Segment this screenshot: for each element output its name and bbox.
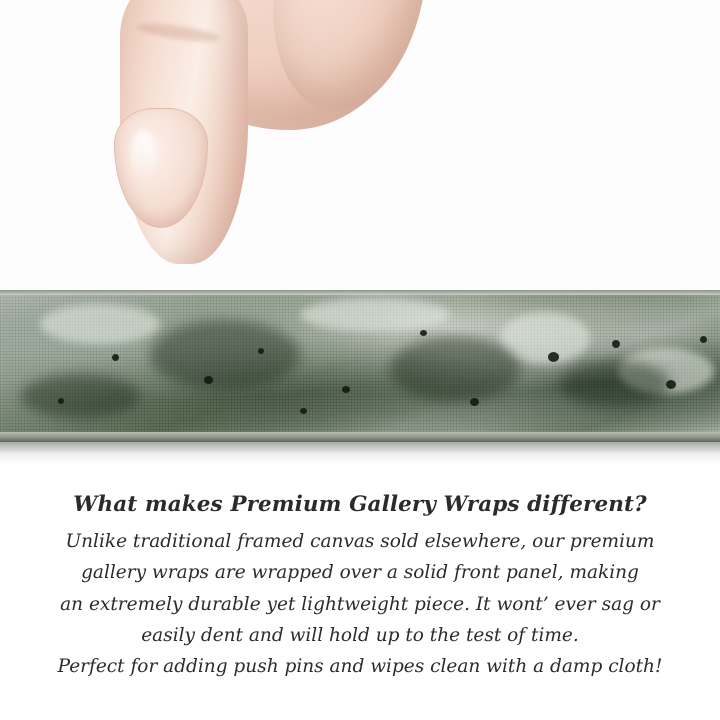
hand-illustration — [96, 0, 426, 300]
canvas-speck — [342, 386, 350, 393]
canvas-speck — [112, 354, 119, 361]
canvas-speck — [58, 398, 64, 404]
canvas-speck — [470, 398, 479, 406]
canvas-bottom-edge — [0, 432, 720, 442]
canvas-texture-shadow — [150, 320, 300, 390]
canvas-speck — [612, 340, 620, 348]
canvas-speck — [420, 330, 427, 336]
canvas-drop-shadow — [0, 442, 720, 464]
canvas-texture-shadow — [390, 336, 520, 402]
canvas-speck — [666, 380, 676, 389]
canvas-wrap-band — [0, 290, 720, 442]
canvas-texture-highlight — [300, 298, 450, 332]
caption-line: gallery wraps are wrapped over a solid front panel, making — [81, 562, 639, 584]
canvas-speck — [700, 336, 707, 343]
caption-block — [0, 492, 720, 685]
fingernail-highlight — [130, 130, 156, 186]
canvas-texture-shadow — [20, 374, 140, 418]
canvas-speck — [300, 408, 307, 414]
caption-title: What makes Premium Gallery Wraps different? — [73, 492, 647, 517]
canvas-texture-shadow — [560, 360, 670, 408]
caption-line: an extremely durable yet lightweight piece. It wont’ ever sag or — [60, 593, 660, 615]
canvas-speck — [204, 376, 213, 384]
caption-line: Unlike traditional framed canvas sold elsewhere, our premium — [65, 531, 655, 552]
caption-line: Perfect for adding push pins and wipes clean with a damp cloth! — [57, 656, 663, 678]
canvas-speck — [548, 352, 559, 362]
hand-photo-region — [0, 0, 720, 300]
canvas-texture-highlight — [40, 304, 160, 344]
caption-line: easily dent and will hold up to the test of time. — [141, 624, 579, 646]
canvas-top-edge — [0, 290, 720, 295]
canvas-speck — [258, 348, 264, 354]
caption-body — [0, 529, 720, 680]
